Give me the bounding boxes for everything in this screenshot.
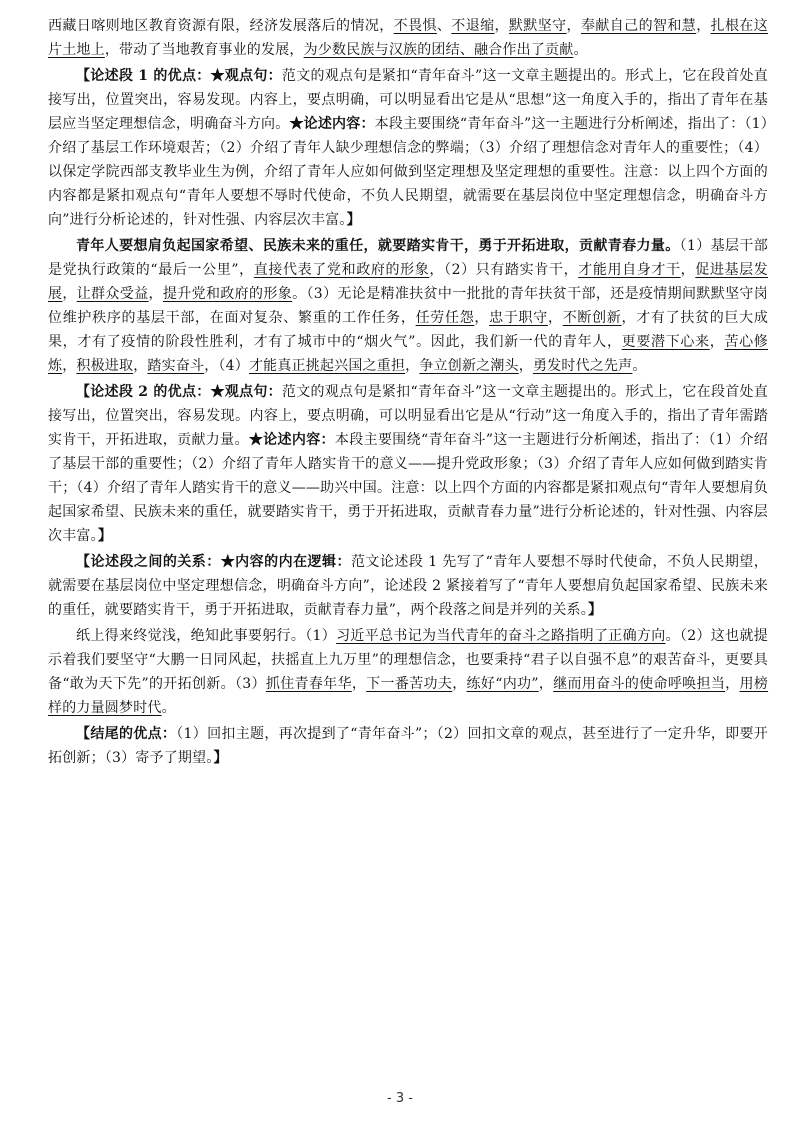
text: ，: [566, 18, 581, 34]
underlined-phrase: 促进基层发展: [48, 262, 769, 302]
bracket: 】: [346, 212, 361, 228]
paragraph-argument-2: [48, 234, 768, 378]
underlined-phrase: 才能真正挑起兴国之重担: [248, 358, 406, 374]
text: 、: [436, 18, 452, 34]
underlined-phrase: 苦心修炼: [48, 334, 769, 374]
underlined-phrase: 让群众受益: [76, 286, 149, 302]
bold-heading: 【论述段之间的关系：★内容的内在逻辑：: [76, 554, 351, 570]
text: ，: [725, 676, 740, 692]
text: ，: [696, 18, 711, 34]
underlined-phrase: 争立创新之潮头: [419, 358, 519, 374]
text: ，: [133, 358, 148, 374]
text: 。: [573, 42, 588, 58]
bold-heading: 【结尾的优点：: [76, 726, 177, 742]
bold-heading: ★论述内容：: [248, 432, 335, 448]
text: 本段主要围绕“青年奋斗”这一主题进行分析阐述，指出了：（1）介绍了基层干部的重要性；（2）介绍了青年人踏实肯干的意义——提升党政形象；（3）介绍了青年人应如何做到踏实肯干；（4）介绍了青年人踏实肯干的意义——助兴中国。注意：以上四个方面的内容都是紧扣观点句“青年人要想肩负起国家希望、民族未来的重任，就要踏实肯干，勇于开拓进取，贡献青春力量”进行分析论述的，针对性强、内容层次丰富。: [48, 432, 768, 544]
page-number: - 3 -: [387, 1091, 413, 1106]
paragraph-conclusion: [48, 624, 768, 720]
underlined-phrase: 不畏惧: [393, 18, 437, 34]
underlined-phrase: 忠于职守: [489, 310, 548, 326]
text: ，: [405, 358, 420, 374]
underlined-phrase: 提升党和政府的形象: [162, 286, 293, 302]
text: ，: [62, 358, 77, 374]
text: ，: [547, 310, 563, 326]
text: ，（2）只有踏实肯干，: [429, 262, 579, 278]
underlined-phrase: 为少数民族与汉族的团结、融合作出了贡献: [303, 42, 574, 58]
analysis-relationship: [48, 550, 768, 622]
page-content: [48, 14, 768, 772]
underlined-phrase: 不断创新: [562, 310, 622, 326]
text: ，: [62, 286, 77, 302]
text: （1）基层干部是党执行政策的“最后一公里”，: [48, 238, 768, 278]
text: 。（2）这也就提示着我们要坚守“大鹏一日同风起，扶摇直上九万里”的理想信念，也要秉持“君子以自强不息”的艰苦奋斗，更要具备“敢为天下先”的开拓创新。（3）: [48, 628, 768, 692]
underlined-phrase: 抓住青春年华: [265, 676, 352, 692]
text: ，: [474, 310, 490, 326]
underlined-phrase: 更要潜下心来: [621, 334, 710, 350]
text: 。（3）无论是精准扶贫中一批批的青年扶贫干部，还是疫情期间默默坚守岗位维护秩序的基层干部，在面对复杂、繁重的工作任务，: [48, 286, 768, 326]
text: ，: [494, 18, 509, 34]
text: 本段主要围绕“青年奋斗”这一主题进行分析阐述，指出了：（1）介绍了基层工作环境艰苦；（2）介绍了青年人缺少理想信念的弊端；（3）介绍了理想信念对青年人的重要性；（4）以保定学院西部支教毕业生为例，介绍了青年人应如何做到坚定理想及坚定理想的重要性。注意：以上四个方面的内容都是紧扣观点句“青年人要想不辱时代使命，不负人民期望，就需要在基层岗位中坚定理想信念，明确奋斗方向”进行分析论述的，针对性强、内容层次丰富。: [48, 116, 768, 228]
text: ，: [452, 676, 467, 692]
underlined-phrase: 不退缩: [451, 18, 495, 34]
text: ，: [680, 262, 696, 278]
bracket: 】: [97, 528, 113, 544]
underlined-phrase: 用榜样的力量圆梦时代: [48, 676, 769, 716]
analysis-paragraph-2: [48, 380, 768, 548]
bold-heading: ★论述内容：: [289, 116, 375, 132]
underlined-phrase: 默默坚守: [508, 18, 567, 34]
text: 范文的观点句是紧扣“青年奋斗”这一文章主题提出的。形式上，它在段首处直接写出，位置突出，容易发现。内容上，要点明确，可以明显看出它是从“行动”这一角度入手的，指出了青年需踏实肯干，开拓进取，贡献力量。: [48, 384, 768, 448]
text: ，才有了扶贫的巨大成果，才有了疫情的阶段性胜利，才有了城市中的“烟火气”。因此，我们新一代的青年人，: [48, 310, 769, 350]
text: ，: [518, 358, 533, 374]
text: 。: [161, 700, 176, 716]
underlined-phrase: 勇发时代之先声: [532, 358, 633, 374]
text: 。: [632, 358, 647, 374]
underlined-phrase: 练好“内功”: [466, 676, 539, 692]
underlined-phrase: 才能用自身才干: [578, 262, 681, 278]
bold-heading: 【论述段 2 的优点：★观点句：: [76, 384, 282, 400]
text: ，带动了当地教育事业的发展，: [104, 42, 304, 58]
text: ，（4）: [204, 358, 249, 374]
text: （1）回扣主题，再次提到了“青年奋斗”；（2）回扣文章的观点，甚至进行了一定升华，即要开拓创新；（3）寄予了期望。: [48, 726, 768, 766]
text: ，: [709, 334, 725, 350]
underlined-phrase: 直接代表了党和政府的形象: [253, 262, 430, 278]
bracket: 】: [587, 602, 603, 618]
underlined-phrase: 继而用奋斗的使命呼唤担当: [553, 676, 726, 692]
text: ，: [351, 676, 367, 692]
text: 范文的观点句是紧扣“青年奋斗”这一文章主题提出的。形式上，它在段首处直接写出，位置突出，容易发现。内容上，要点明确，可以明显看出它是从“思想”这一角度入手的，指出了青年在基层应当坚定理想信念，明确奋斗方向。: [48, 68, 768, 132]
text: ，: [538, 676, 554, 692]
topic-sentence: 青年人要想肩负起国家希望、民族未来的重任，就要踏实肯干，勇于开拓进取，贡献青春力量。: [76, 238, 680, 254]
underlined-phrase: 积极进取: [76, 358, 134, 374]
text: ，: [148, 286, 163, 302]
analysis-ending: [48, 722, 768, 770]
text: 西藏日喀则地区教育资源有限，经济发展落后的情况，: [48, 18, 394, 34]
underlined-phrase: 习近平总书记为当代青年的奋斗之路指明了正确方向: [336, 628, 666, 644]
text: 范文论述段 1 先写了“青年人要想不辱时代使命，不负人民期望，就需要在基层岗位中坚定理想信念，明确奋斗方向”，论述段 2 紧接着写了“青年人要想肩负起国家希望、民族未来的重任，就要踏实肯干，勇于开拓进取，贡献青春力量”，两个段落之间是并列的关系。: [48, 554, 768, 618]
underlined-phrase: 下一番苦功夫: [366, 676, 453, 692]
text: 纸上得来终觉浅，绝知此事要躬行。（1）: [76, 628, 337, 644]
paragraph-1: [48, 14, 768, 62]
underlined-phrase: 奉献自己的智和慧: [580, 18, 697, 34]
bold-heading: 【论述段 1 的优点：★观点句：: [76, 68, 282, 84]
underlined-phrase: 任劳任怨: [415, 310, 475, 326]
underlined-phrase: 踏实奋斗: [147, 358, 205, 374]
analysis-paragraph-1: [48, 64, 768, 232]
bracket: 】: [213, 750, 228, 766]
underlined-phrase: 扎根在这片土地上: [48, 18, 769, 58]
